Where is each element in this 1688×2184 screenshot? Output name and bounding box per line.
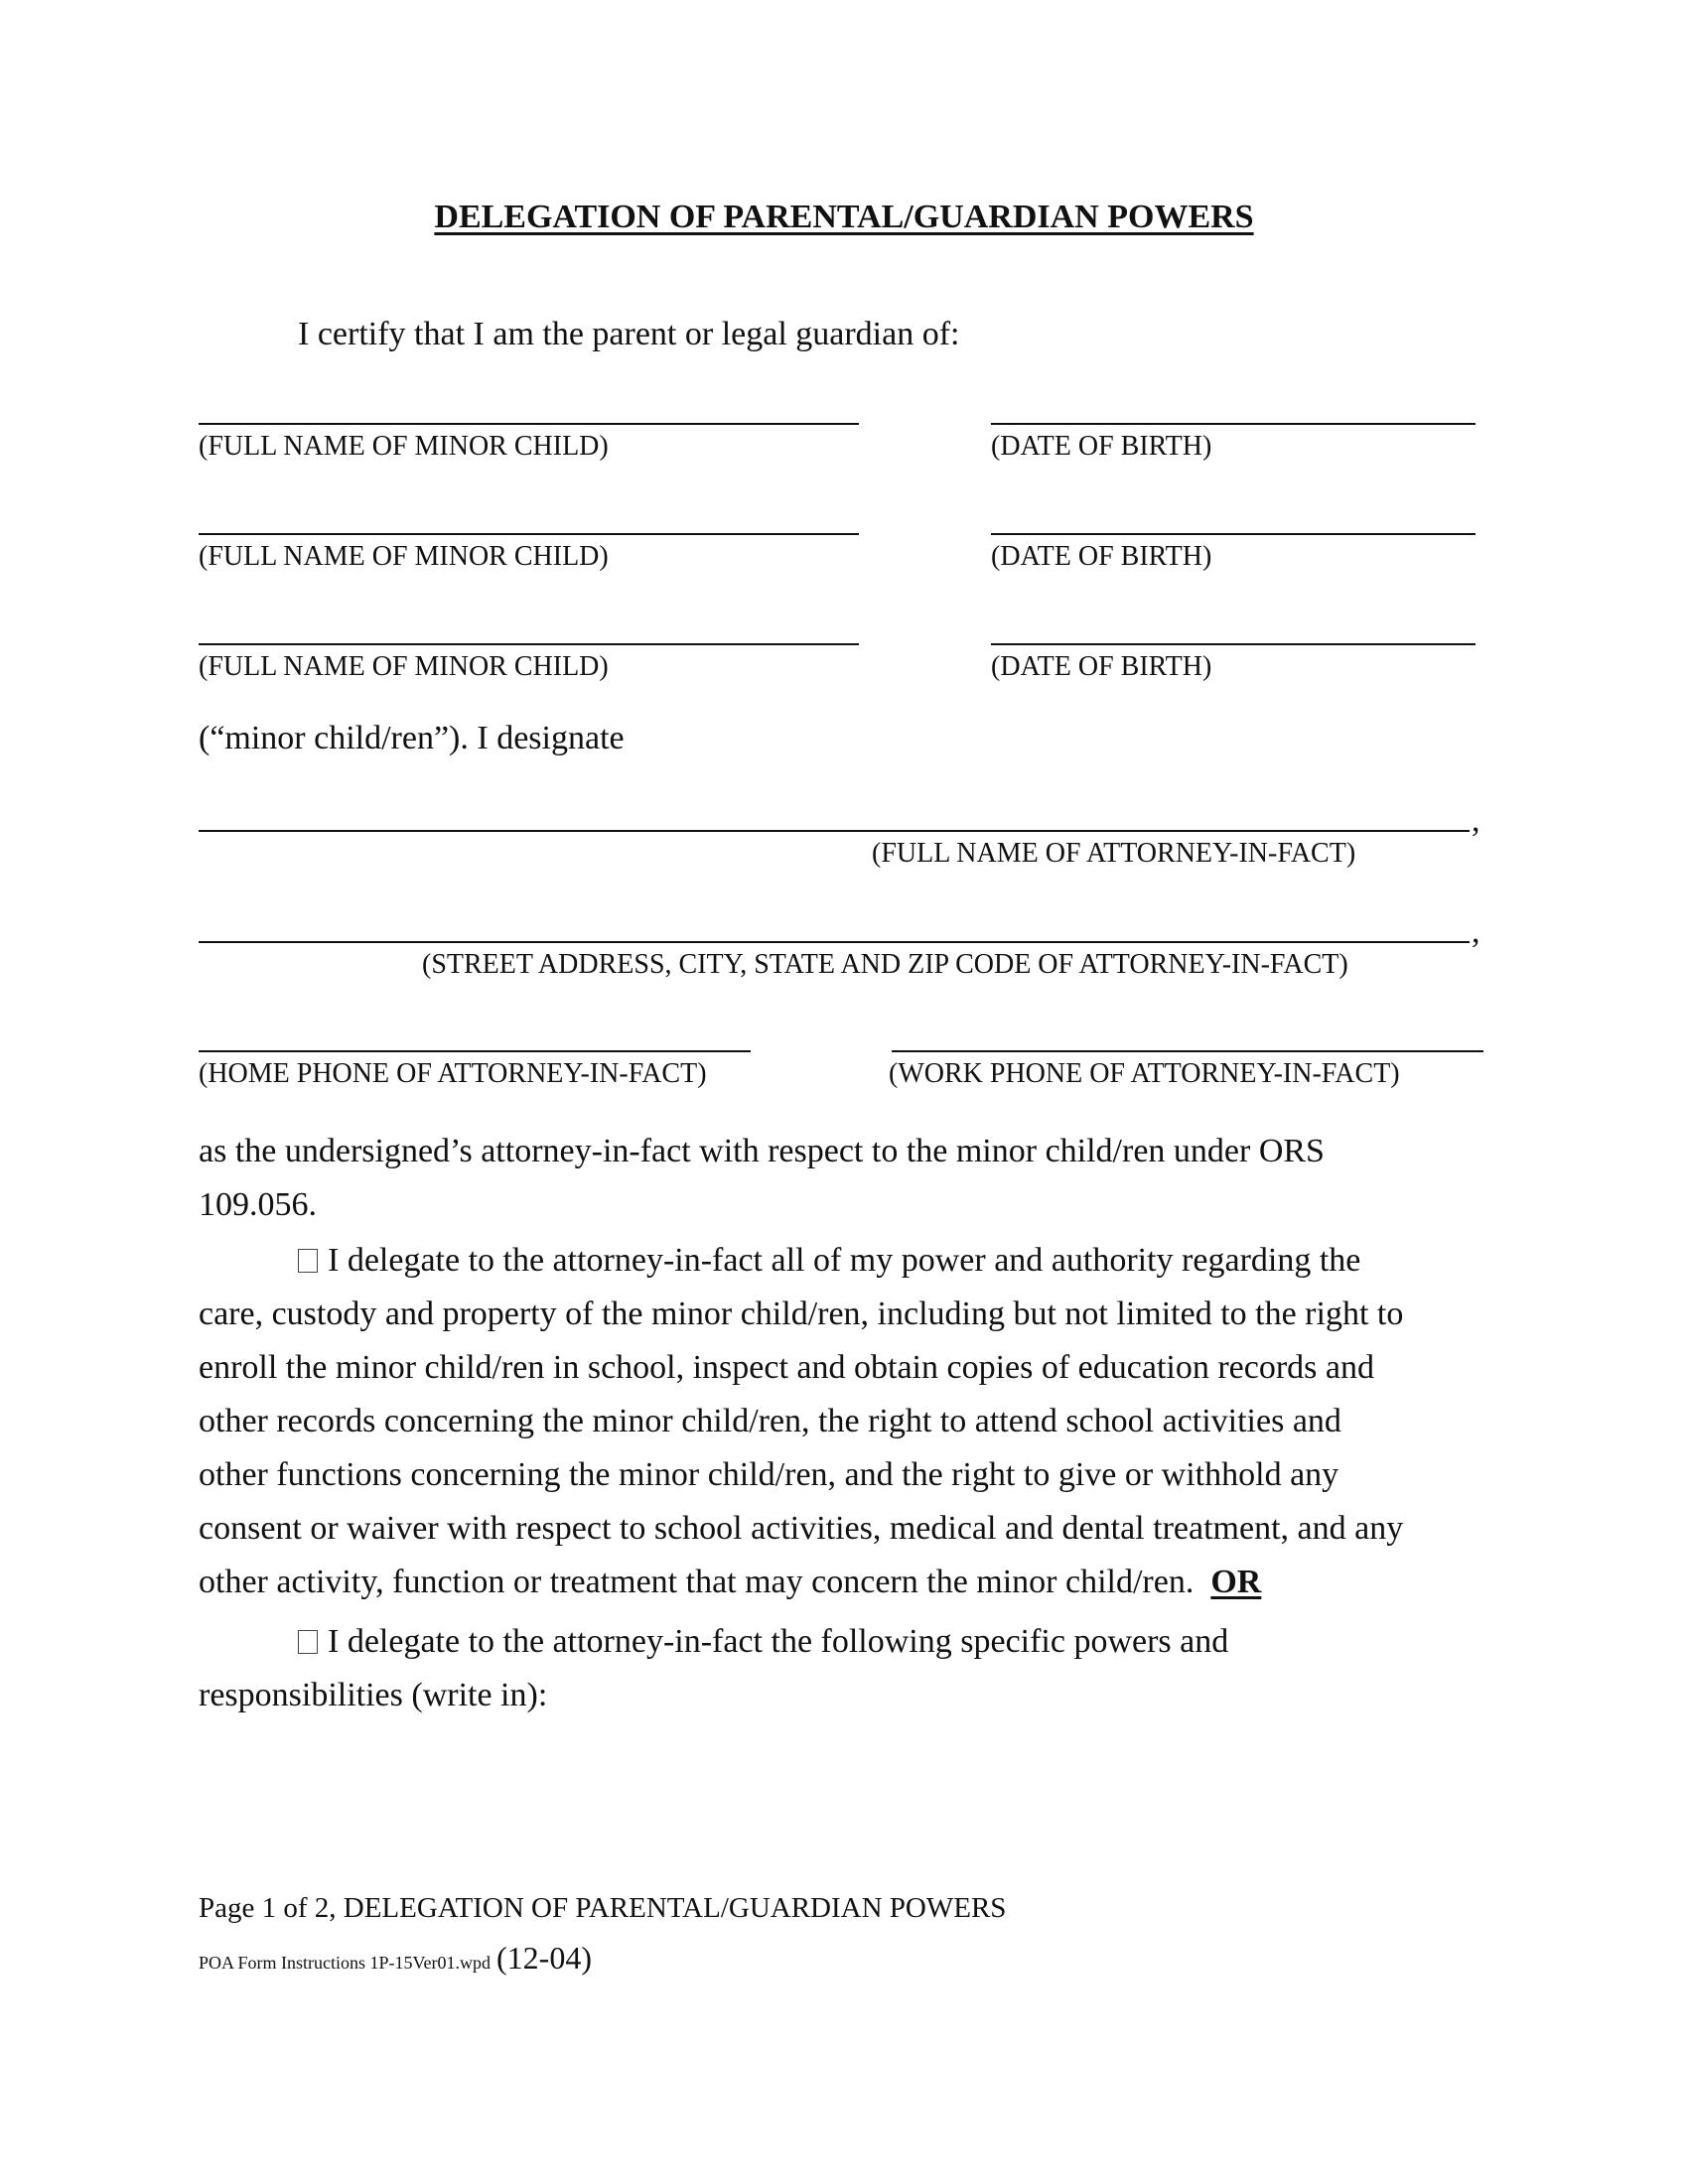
paragraph-line: enroll the minor child/ren in school, inspect and obtain copies of education records and [199,1349,1374,1386]
child-name-label: (FULL NAME OF MINOR CHILD) [199,651,609,682]
child-name-label: (FULL NAME OF MINOR CHILD) [199,431,609,462]
child-dob-label: (DATE OF BIRTH) [991,431,1212,462]
paragraph-line: responsibilities (write in): [199,1677,548,1713]
paragraph-line: consent or waiver with respect to school activities, medical and dental treatment, and any [199,1510,1404,1547]
paragraph-line [199,1556,1489,1609]
work-phone-line[interactable] [892,1050,1483,1052]
undersigned-paragraph [199,1125,1489,1232]
paragraph-line: other records concerning the minor child/ren, the right to attend school activities and [199,1403,1341,1439]
delegate-specific-paragraph [199,1615,1489,1722]
child-name-line-2[interactable] [199,533,859,535]
child-dob-line-1[interactable] [991,423,1476,425]
document-title [0,199,1688,236]
child-dob-label: (DATE OF BIRTH) [991,541,1212,572]
child-name-line-3[interactable] [199,643,859,645]
paragraph-line [199,1234,1489,1288]
paragraph-line: other functions concerning the minor child/ren, and the right to give or withhold any [199,1456,1339,1493]
paragraph-line [199,1615,1489,1669]
paragraph-line: as the undersigned’s attorney-in-fact with respect to the minor child/ren under ORS [199,1133,1325,1169]
delegate-all-checkbox[interactable] [298,1249,318,1273]
delegate-all-paragraph [199,1234,1489,1609]
paragraph-line: care, custody and property of the minor child/ren, including but not limited to the right to [199,1296,1404,1332]
home-phone-label: (HOME PHONE OF ATTORNEY-IN-FACT) [199,1058,707,1089]
form-version: (12-04) [496,1940,592,1976]
work-phone-label: (WORK PHONE OF ATTORNEY-IN-FACT) [889,1058,1400,1089]
page-footer: Page 1 of 2, DELEGATION OF PARENTAL/GUARDIAN POWERS [199,1892,1007,1924]
intro-statement: I certify that I am the parent or legal guardian of: [298,316,960,352]
delegate-specific-checkbox[interactable] [298,1630,318,1654]
paragraph-line: 109.056. [199,1186,317,1223]
paragraph-line-text: I delegate to the attorney-in-fact the following specific powers and [328,1623,1229,1660]
child-dob-line-3[interactable] [991,643,1476,645]
attorney-address-line[interactable] [199,941,1470,943]
paragraph-line-text: I delegate to the attorney-in-fact all of my power and authority regarding the [328,1242,1361,1279]
paragraph-line-text: other activity, function or treatment that may concern the minor child/ren. [199,1564,1195,1600]
attorney-name-line[interactable] [199,830,1470,832]
attorney-address-label: (STREET ADDRESS, CITY, STATE AND ZIP CODE OF ATTORNEY-IN-FACT) [422,949,1348,980]
child-dob-line-2[interactable] [991,533,1476,535]
attorney-name-label: (FULL NAME OF ATTORNEY-IN-FACT) [872,838,1356,869]
child-name-label: (FULL NAME OF MINOR CHILD) [199,541,609,572]
designate-statement: (“minor child/ren”). I designate [199,720,625,756]
form-identifier [199,1940,592,1977]
attorney-address-comma: , [1472,913,1480,950]
form-id-text: POA Form Instructions 1P-15Ver01.wpd [199,1953,492,1973]
child-name-line-1[interactable] [199,423,859,425]
document-title-text: DELEGATION OF PARENTAL/GUARDIAN POWERS [434,199,1254,235]
attorney-name-comma: , [1472,802,1480,839]
or-label: OR [1210,1564,1262,1600]
child-dob-label: (DATE OF BIRTH) [991,651,1212,682]
home-phone-line[interactable] [199,1050,751,1052]
